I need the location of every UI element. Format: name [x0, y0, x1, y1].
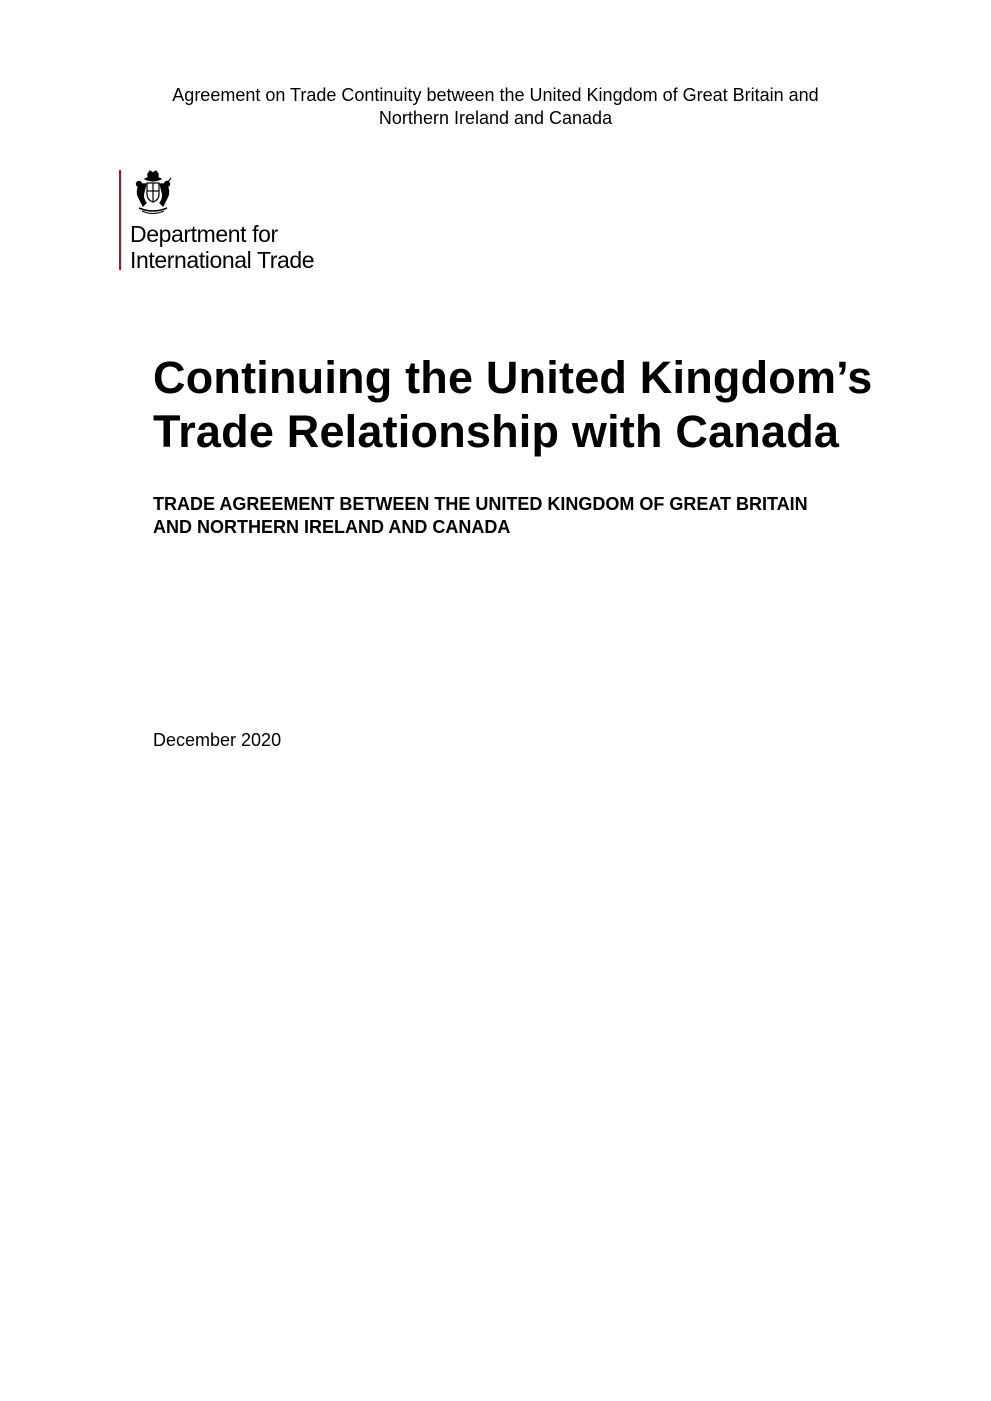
- document-title-line-2: Trade Relationship with Canada: [153, 406, 840, 457]
- document-subtitle-line-2: AND NORTHERN IRELAND AND CANADA: [153, 517, 511, 537]
- logo-accent-bar: [119, 170, 121, 270]
- document-title-line-1: Continuing the United Kingdom’s: [153, 352, 873, 403]
- document-subtitle: [153, 493, 913, 539]
- department-name-line-2: International Trade: [130, 247, 315, 273]
- royal-coat-of-arms-icon: [133, 170, 173, 216]
- running-header-line-2: Northern Ireland and Canada: [378, 108, 613, 128]
- running-header-line-1: Agreement on Trade Continuity between the United Kingdom of Great Britain and: [172, 85, 819, 105]
- department-name: [130, 221, 314, 273]
- department-logo: [119, 170, 379, 273]
- document-subtitle-line-1: TRADE AGREEMENT BETWEEN THE UNITED KINGDOM OF GREAT BRITAIN: [153, 494, 808, 514]
- document-title: [153, 351, 943, 459]
- department-name-line-1: Department for: [130, 221, 278, 247]
- running-header: [100, 84, 891, 130]
- publication-date: December 2020: [153, 730, 282, 750]
